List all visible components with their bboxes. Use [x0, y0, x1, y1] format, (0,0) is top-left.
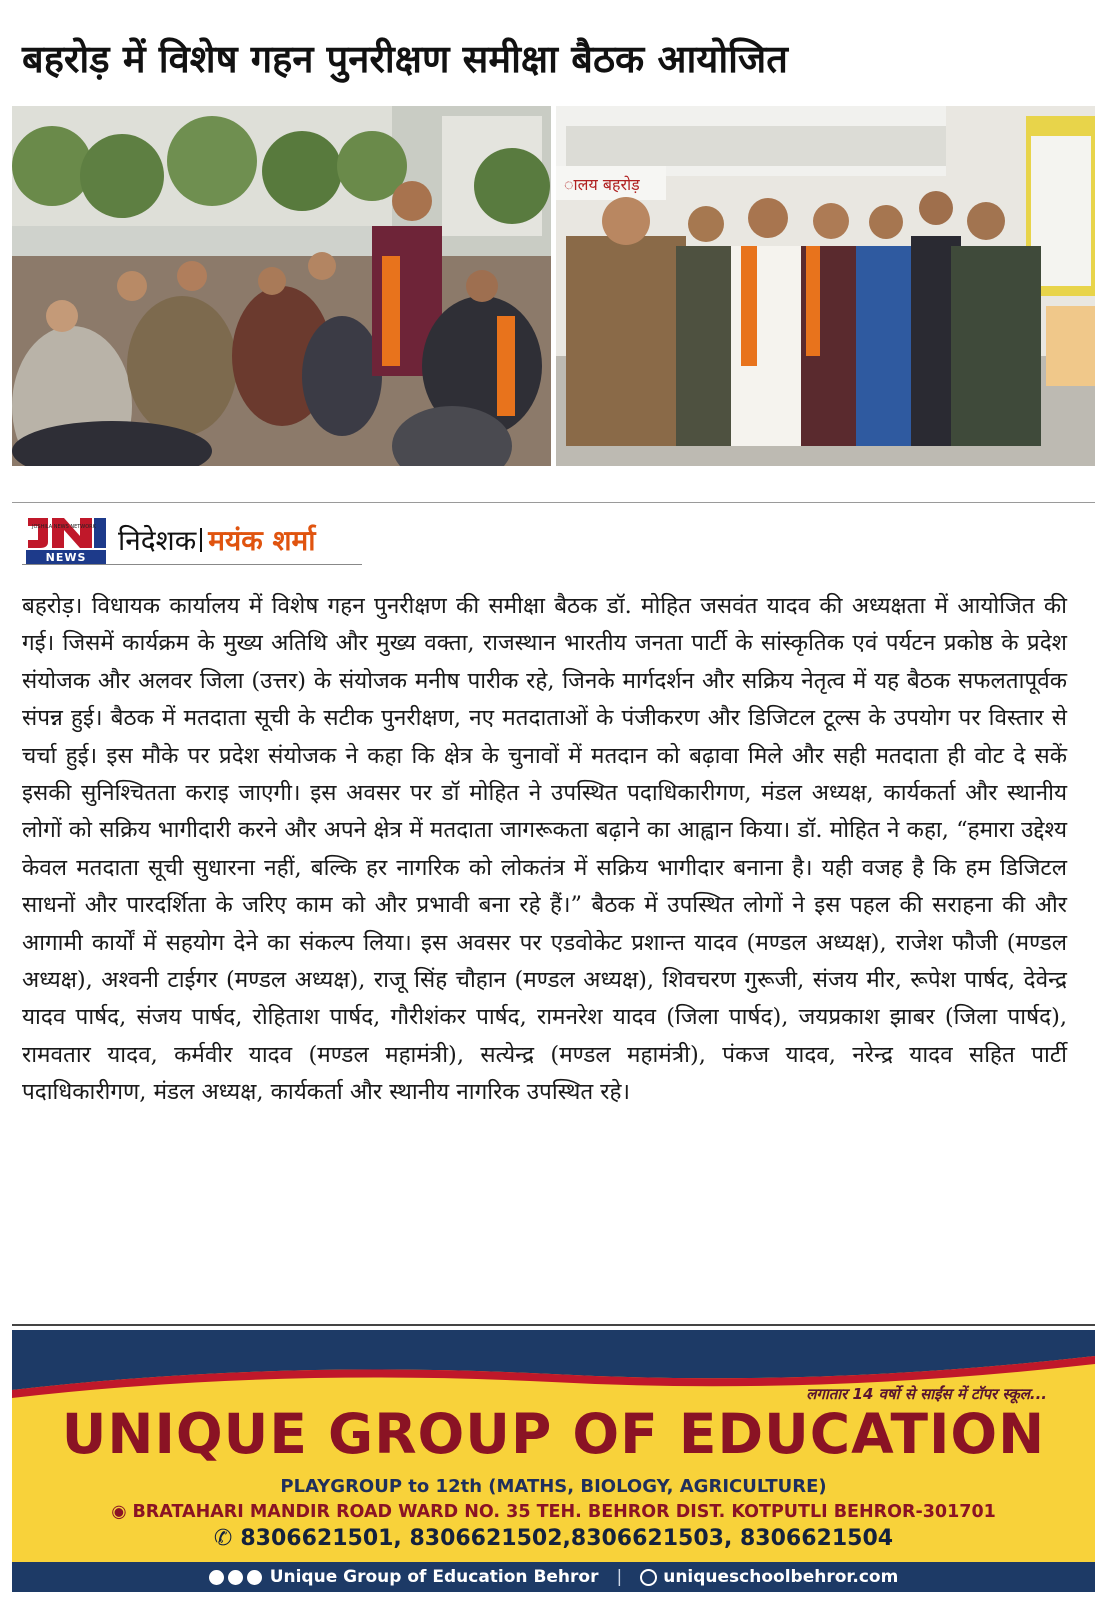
school-advertisement — [12, 1330, 1095, 1592]
ad-tagline: लगातार 14 वर्षो से साईंस में टॉपर स्कूल... — [806, 1385, 1047, 1403]
byline-role: निदेशक — [118, 524, 197, 557]
byline-underline — [22, 564, 362, 565]
youtube-icon — [247, 1570, 262, 1585]
social-icons — [209, 1570, 262, 1585]
ad-footer — [12, 1562, 1095, 1592]
article-body: बहरोड़। विधायक कार्यालय में विशेष गहन पुनरीक्षण की समीक्षा बैठक डॉ. मोहित जसवंत यादव की अध्यक्षता में आयोजित की गई। जिसमें कार्यक्रम के मुख्य अतिथि और मुख्य वक्ता, राजस्थान भारतीय जनता पार्टी के सांस्कृतिक एवं पर्यटन प्रकोष्ठ के प्रदेश संयोजक और अलवर जिला (उत्तर) के संयोजक मनीष पारीक रहे, जिनके मार्गदर्शन और सक्रिय नेतृत्व में यह बैठक सफलतापूर्वक संपन्न हुई। बैठक में मतदाता सूची के सटीक पुनरीक्षण, नए मतदाताओं के पंजीकरण और डिजिटल टूल्स के उपयोग पर विस्तार से चर्चा हुई। इस मौके पर प्रदेश संयोजक ने कहा कि क्षेत्र के चुनावों में मतदान को बढ़ावा मिले और सही मतदाता ही वोट दे सकें इसकी सुनिश्चितता कराइ जाएगी। इस अवसर पर डॉ मोहित ने उपस्थित पदाधिकारीगण, मंडल अध्यक्ष, कार्यकर्ता और स्थानीय लोगों को सक्रिय भागीदारी करने और अपने क्षेत्र में मतदाता जागरूकता बढ़ाने का आह्वान किया। डॉ. मोहित ने कहा, “हमारा उद्देश्य केवल मतदाता सूची सुधारना नहीं, बल्कि हर नागरिक को लोकतंत्र में सक्रिय भागीदार बनाना है। यही वजह है कि हम डिजिटल साधनों और पारदर्शिता के जरिए काम को और प्रभावी बना रहे हैं।” बैठक में उपस्थित लोगों ने इस पहल की सराहना की और आगामी कार्यों में सहयोग देने का संकल्प लिया। इस अवसर पर एडवोकेट प्रशान्त यादव (मण्डल अध्यक्ष), राजेश फौजी (मण्डल अध्यक्ष), अश्वनी टाईगर (मण्डल अध्यक्ष), राजू सिंह चौहान (मण्डल अध्यक्ष), शिवचरण गुरूजी, संजय मीर, रूपेश पार्षद, देवेन्द्र यादव पार्षद, संजय पार्षद, रोहिताश पार्षद, गौरीशंकर पार्षद, रामनरेश यादव (जिला पार्षद), जयप्रकाश झाबर (जिला पार्षद), रामवतार यादव, कर्मवीर यादव (मण्डल महामंत्री), सत्येन्द्र (मण्डल महामंत्री), पंकज यादव, नरेन्द्र यादव सहित पार्टी पदाधिकारीगण, मंडल अध्यक्ष, कार्यकर्ता और स्थानीय नागरिक उपस्थित रहे। — [22, 593, 1067, 1106]
byline-separator — [200, 528, 202, 552]
location-pin-icon: ◉ — [111, 1502, 127, 1522]
phone-icon: ✆ — [213, 1526, 233, 1551]
news-logo — [22, 514, 110, 566]
byline — [22, 514, 316, 566]
group-photo — [556, 106, 1095, 466]
ad-divider — [12, 1324, 1095, 1326]
ad-website: uniqueschoolbehror.com — [663, 1567, 899, 1587]
logo-news-text: NEWS — [45, 551, 87, 564]
globe-icon — [640, 1569, 657, 1586]
instagram-icon — [228, 1570, 243, 1585]
ad-address — [12, 1502, 1095, 1522]
office-sign: ालय बहरोड़ — [564, 175, 640, 194]
section-divider — [12, 502, 1095, 503]
facebook-icon — [209, 1570, 224, 1585]
meeting-photo — [12, 106, 551, 466]
ad-phones-text: 8306621501, 8306621502,8306621503, 8306621504 — [240, 1526, 894, 1551]
ad-address-text: BRATAHARI MANDIR ROAD WARD NO. 35 TEH. BEHROR DIST. KOTPUTLI BEHROR-301701 — [132, 1502, 996, 1522]
footer-divider: | — [616, 1567, 623, 1587]
ad-social-name: Unique Group of Education Behror — [269, 1567, 599, 1587]
logo-network-text: JOSHILA NEWS NETWORK — [32, 524, 96, 530]
ad-subtitle: PLAYGROUP to 12th (MATHS, BIOLOGY, AGRICULTURE) — [280, 1476, 827, 1497]
ad-phones — [12, 1526, 1095, 1551]
headline: बहरोड़ में विशेष गहन पुनरीक्षण समीक्षा बैठक आयोजित — [22, 37, 788, 81]
ad-title: UNIQUE GROUP OF EDUCATION — [61, 1402, 1046, 1466]
byline-name: मयंक शर्मा — [208, 524, 316, 557]
